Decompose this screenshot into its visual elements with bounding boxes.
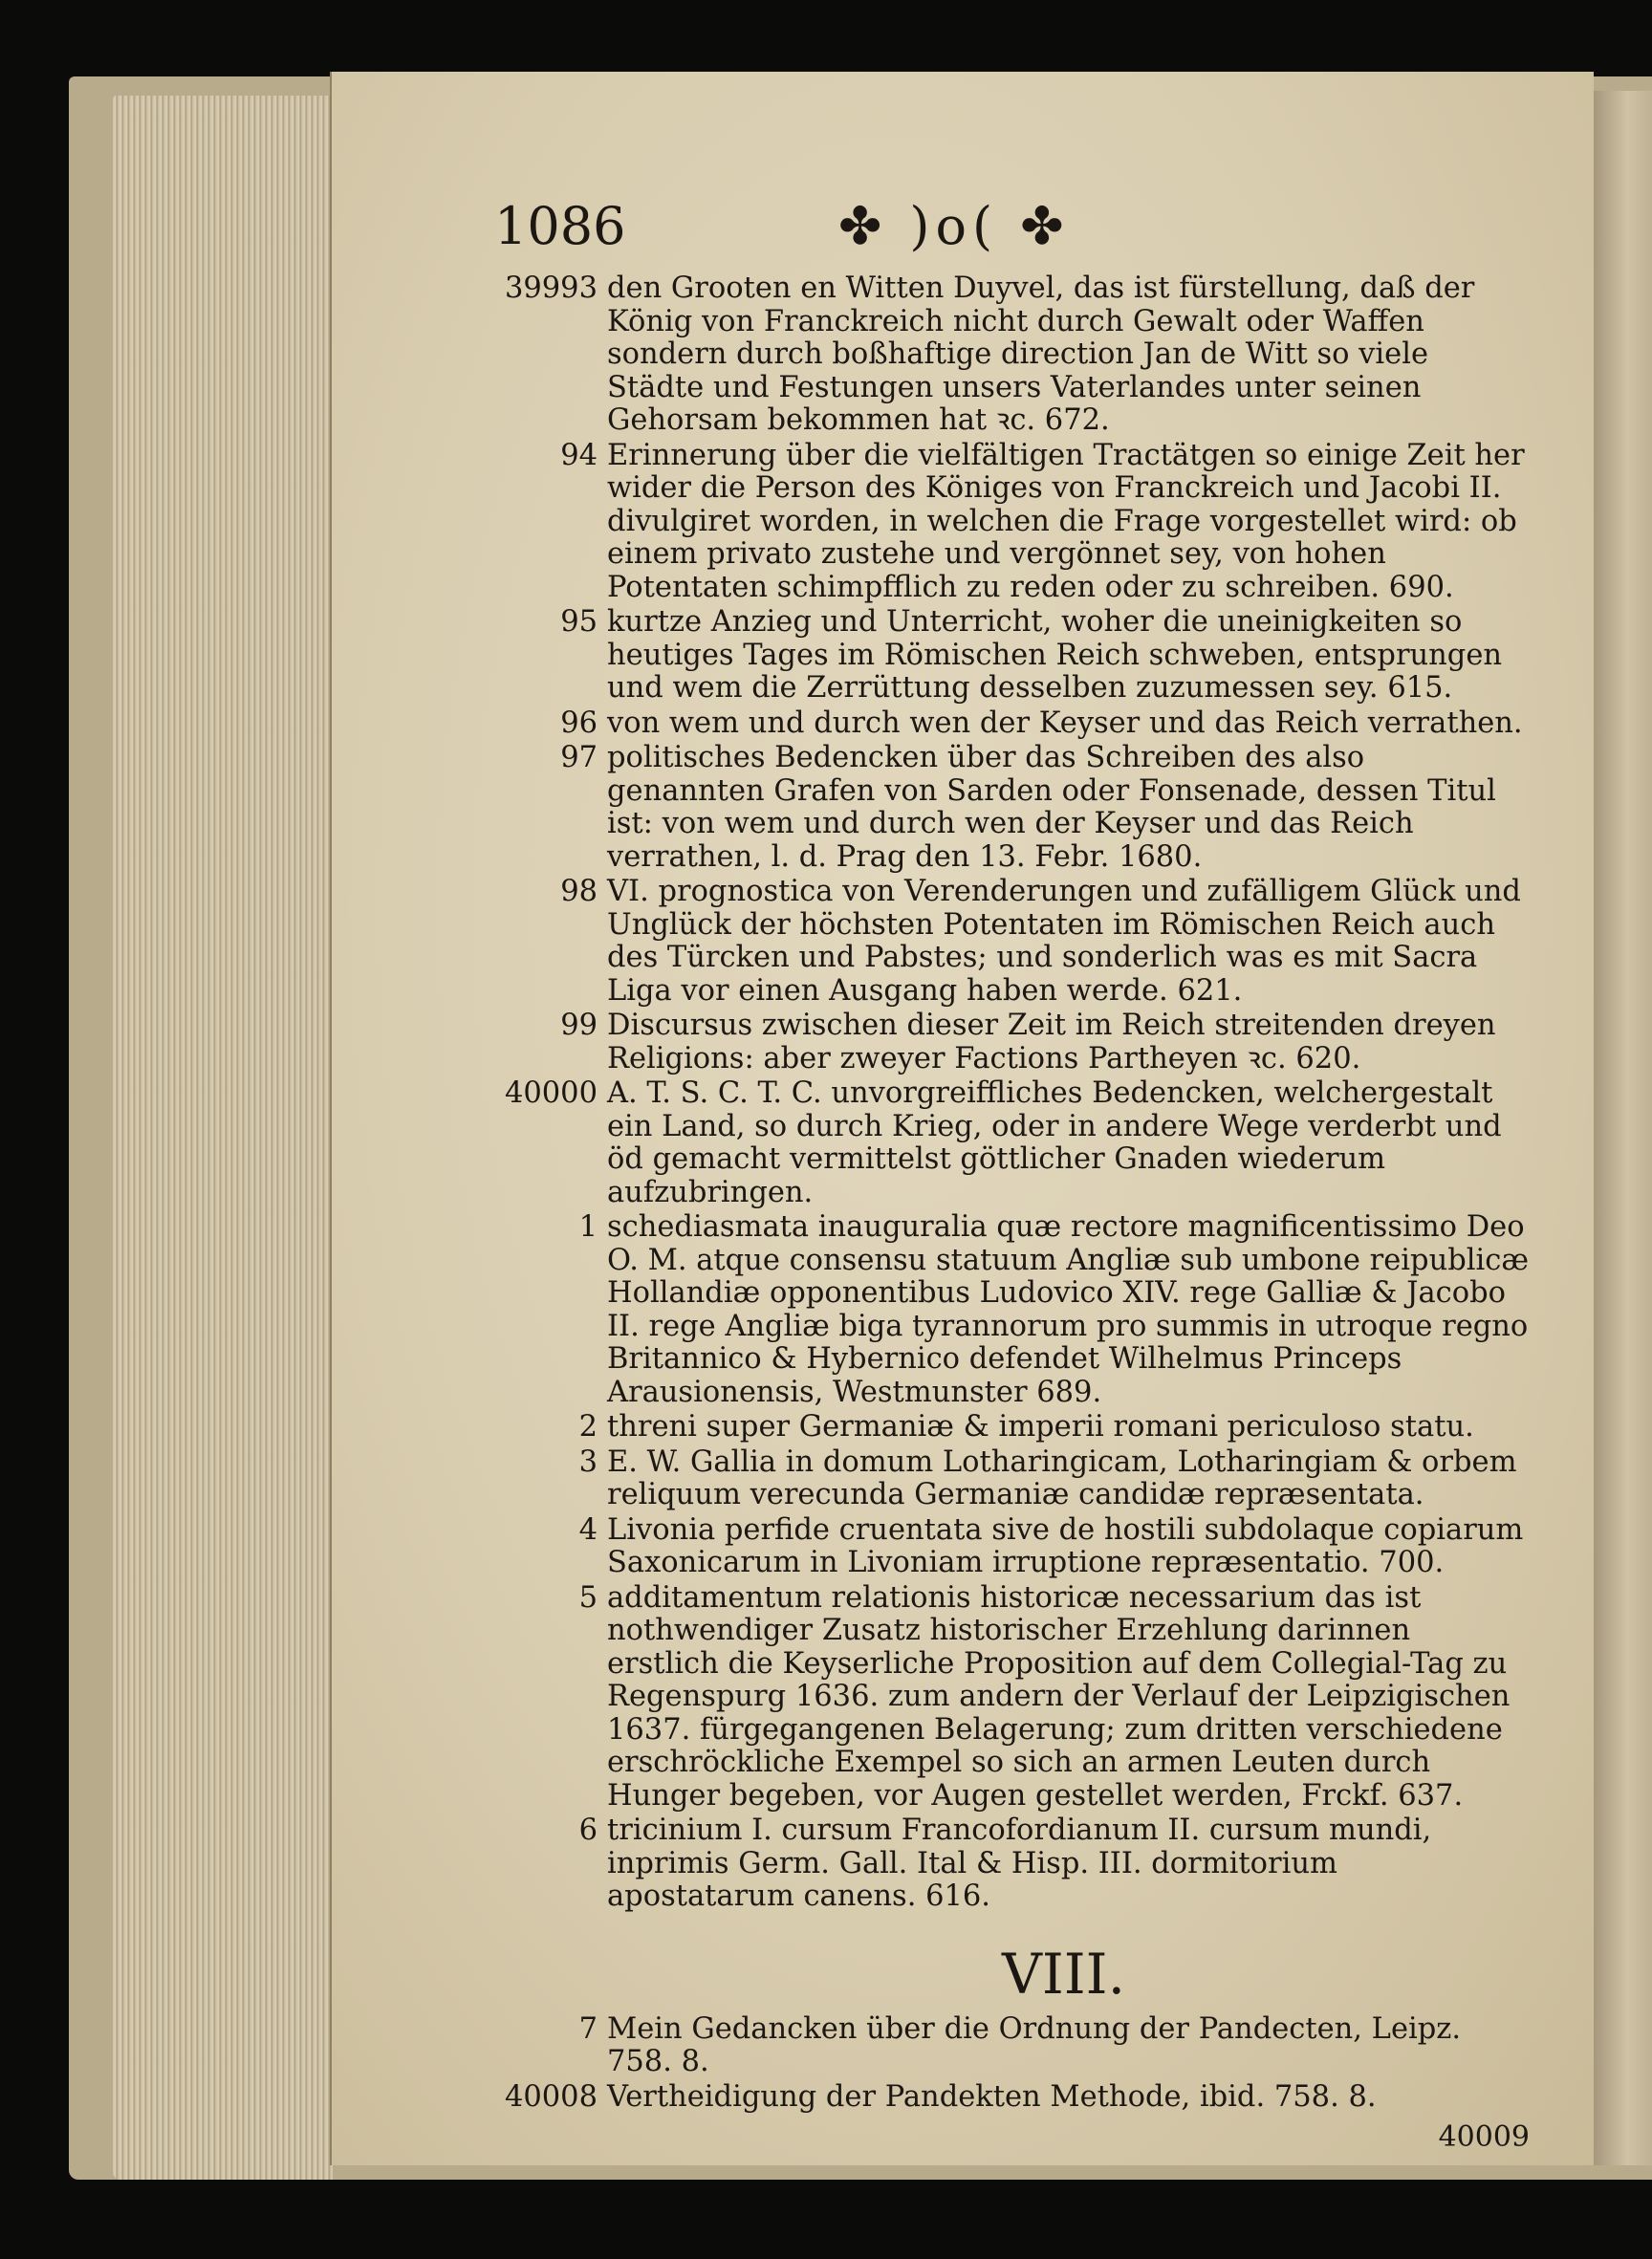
entry-text: E. W. Gallia in domum Lotharingicam, Lotharingiam & orbem reliquum verecunda Germaniæ candidæ repræsentata. [607, 1444, 1517, 1511]
entry-number: 97 [560, 741, 598, 774]
entry-text: den Grooten en Witten Duyvel, das ist fürstellung, daß der König von Franckreich nicht durch Gewalt oder Waffen sondern durch boßhaftige direction Jan de Witt so viele Städte und Festungen unsers Vaterlandes unter seinen Gehorsam bekommen hat ꝛc. 672. [607, 272, 1475, 437]
entry-number: 94 [560, 438, 598, 472]
entry-number: 7 [578, 2011, 598, 2046]
entry-text: tricinium I. cursum Francofordianum II. cursum mundi, inprimis Germ. Gall. Ital & Hisp. III. dormitorium apostatarum canens. 616. [607, 1814, 1432, 1913]
entry-number: 40000 [504, 1076, 598, 1110]
entry-text: von wem und durch wen der Keyser und das Reich verrathen. [607, 706, 1523, 740]
list-item [483, 1010, 1530, 1075]
entry-text: A. T. S. C. T. C. unvorgreiffliches Bedencken, welchergestalt ein Land, so durch Krieg, oder in andere Wege verderbt und öd gemacht vermittelst göttlicher Gnaden wiederum aufzubringen. [607, 1076, 1502, 1209]
list-item [483, 440, 1530, 605]
list-item [483, 2013, 1530, 2079]
entry-number: 99 [560, 1009, 598, 1042]
list-item [483, 707, 1530, 741]
entry-number: 96 [560, 706, 598, 740]
page-edges [113, 96, 333, 2180]
entry-text: Mein Gedancken über die Ordnung der Pandecten, Leipz. 758. 8. [607, 2011, 1462, 2078]
running-header [494, 196, 1450, 263]
entry-text: schediasmata inauguralia quæ rectore magnificentissimo Deo O. M. atque consensu statuum Angliæ sub umbone reipublicæ Hollandiæ opponentibus Ludovico XIV. rege Galliæ & Jacobo II. rege Angliæ biga tyrannorum pro summis in utroque regno Britannico & Hybernico defendet Wilhelmus Princeps Arausionensis, Westmunster 689. [607, 1210, 1530, 1409]
entry-number: 1 [578, 1210, 598, 1244]
entry-text: additamentum relationis historicæ necessarium das ist nothwendiger Zusatz historischer Erzehlung darinnen erstlich die Keyserliche Proposition auf dem Collegial-Tag zu Regenspurg 1636. zum andern der Verlauf der Leipzigischen 1637. fürgegangenen Belagerung; zum dritten verschiedene erschröckliche Exempel so sich an armen Leuten durch Hunger begeben, vor Augen gestellet werden, Frckf. 637. [607, 1580, 1511, 1813]
list-item [483, 876, 1530, 1008]
book-page [330, 72, 1594, 2165]
list-item [483, 1411, 1530, 1444]
entry-number: 4 [578, 1512, 598, 1547]
entry-number: 3 [578, 1444, 598, 1479]
entry-number: 39993 [504, 272, 598, 305]
list-item [483, 742, 1530, 874]
entry-text: politisches Bedencken über das Schreiben des also genannten Grafen von Sarden oder Fonsenade, dessen Titul ist: von wem und durch wen der Keyser und das Reich verrathen, l. d. Prag den 13. Febr. 1680. [607, 741, 1496, 874]
facing-page-edge [1592, 91, 1652, 2165]
header-ornament: ✤ )o( ✤ [838, 196, 1070, 256]
page-text [332, 72, 1594, 2165]
list-item [483, 1211, 1530, 1409]
list-item [483, 1814, 1530, 1914]
list-item [483, 606, 1530, 706]
list-item [483, 1582, 1530, 1814]
list-item [483, 1446, 1530, 1512]
entry-text: kurtze Anzieg und Unterricht, woher die uneinigkeiten so heutiges Tages im Römischen Reich schweben, entsprungen und wem die Zerrüttung desselben zuzumessen sey. 615. [607, 605, 1503, 705]
entry-text: VI. prognostica von Verenderungen und zufälligem Glück und Unglück der höchsten Potentaten im Römischen Reich auch des Türcken und Pabstes; und sonderlich was es mit Sacra Liga vor einen Ausgang haben werde. 621. [607, 875, 1521, 1008]
entry-text: Discursus zwischen dieser Zeit im Reich streitenden dreyen Religions: aber zweyer Factions Partheyen ꝛc. 620. [607, 1009, 1496, 1075]
entry-text: Livonia perfide cruentata sive de hostili subdolaque copiarum Saxonicarum in Livoniam irruptione repræsentatio. 700. [607, 1512, 1524, 1579]
list-item [483, 2081, 1530, 2115]
entry-number: 5 [578, 1580, 598, 1615]
entry-text: threni super Germaniæ & imperii romani periculoso statu. [607, 1410, 1474, 1444]
entry-text: Erinnerung über die vielfältigen Tractätgen so einige Zeit her wider die Person des Königes von Franckreich und Jacobi II. divulgiret worden, in welchen die Frage vorgestellet wird: ob einem privato zustehe und vergönnet sey, von hohen Potentaten schimpfflich zu reden oder zu schreiben. 690. [607, 438, 1525, 604]
list-item [483, 272, 1530, 438]
entry-list [483, 272, 1530, 2155]
entry-text: Vertheidigung der Pandekten Methode, ibid. 758. 8. [607, 2079, 1377, 2114]
catchword: 40009 [1438, 2120, 1530, 2154]
entry-number: 6 [578, 1814, 598, 1847]
page-number: 1086 [494, 196, 626, 256]
entry-number: 95 [560, 605, 598, 639]
entry-number: 40008 [504, 2079, 598, 2114]
section-heading: VIII. [1001, 1941, 1126, 2007]
list-item [483, 1077, 1530, 1209]
list-item [483, 1514, 1530, 1580]
entry-number: 2 [578, 1410, 598, 1444]
entry-number: 98 [560, 875, 598, 908]
